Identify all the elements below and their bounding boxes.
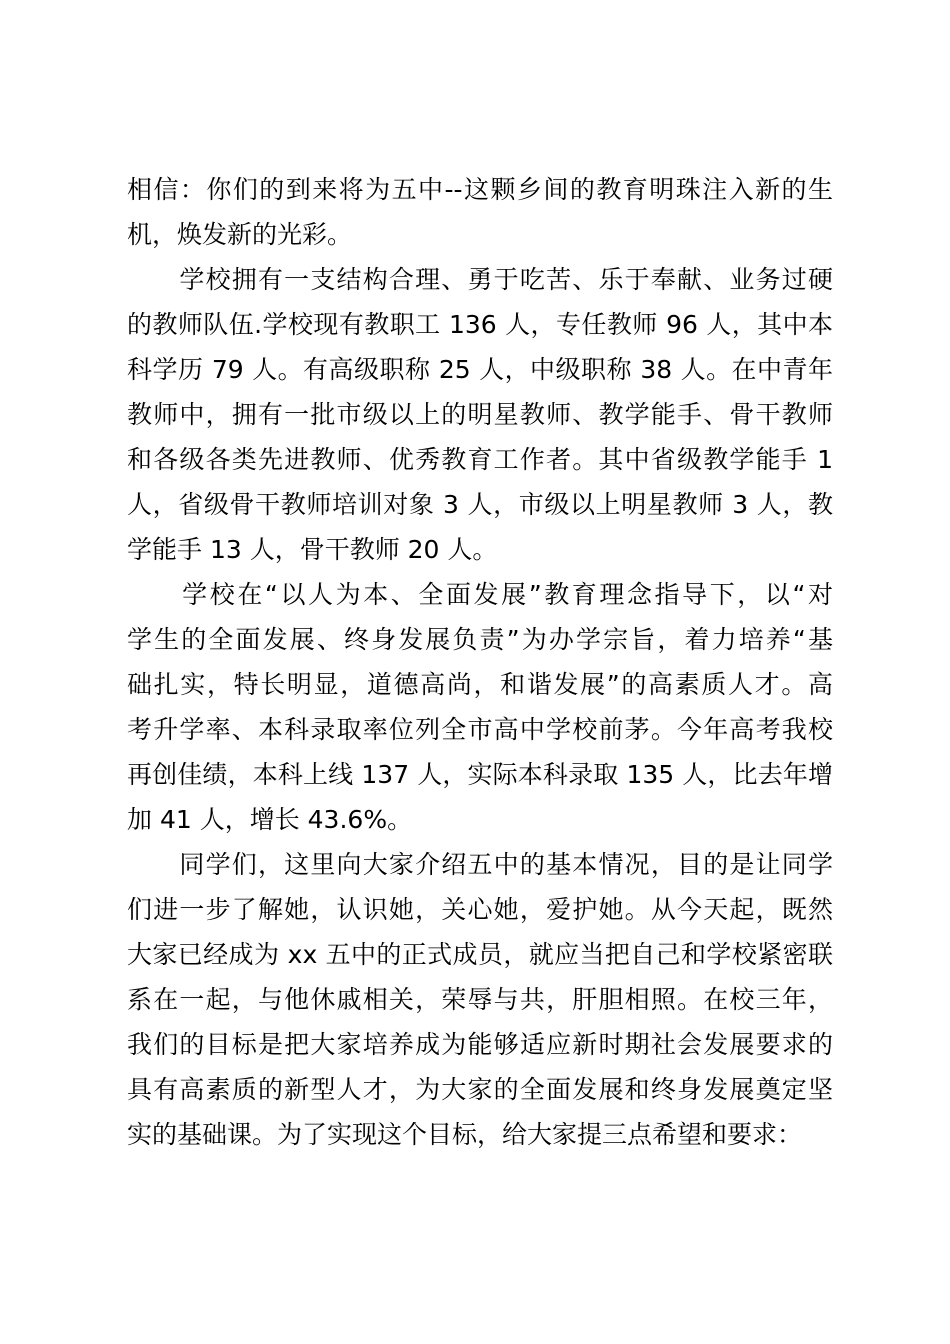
paragraph-2-line-6: 人，省级骨干教师培训对象 3 人，市级以上明星教师 3 人，教 [127, 490, 833, 519]
paragraph-4-line-2: 们进一步了解她，认识她，关心她，爱护她。从今天起，既然 [127, 895, 833, 924]
paragraph-2-line-3: 科学历 79 人。有高级职称 25 人，中级职称 38 人。在中青年 [127, 355, 833, 384]
paragraph-1-line-2: 机，焕发新的光彩。 [127, 220, 353, 249]
paragraph-4-line-6: 具有高素质的新型人才，为大家的全面发展和终身发展奠定坚 [127, 1075, 833, 1104]
paragraph-3-line-4: 考升学率、本科录取率位列全市高中学校前茅。今年高考我校 [127, 715, 833, 744]
paragraph-3-line-1: 学校在“以人为本、全面发展”教育理念指导下，以“对 [127, 580, 833, 609]
paragraph-3-line-5: 再创佳绩，本科上线 137 人，实际本科录取 135 人，比去年增 [127, 760, 833, 789]
paragraph-4-line-5: 我们的目标是把大家培养成为能够适应新时期社会发展要求的 [127, 1030, 833, 1059]
paragraph-4-line-4: 系在一起，与他休戚相关，荣辱与共，肝胆相照。在校三年， [127, 985, 833, 1014]
paragraph-2-line-7: 学能手 13 人，骨干教师 20 人。 [127, 535, 498, 564]
paragraph-2-line-5: 和各级各类先进教师、优秀教育工作者。其中省级教学能手 1 [127, 445, 833, 474]
document-body [127, 167, 833, 1157]
paragraph-1-line-1: 相信：你们的到来将为五中--这颗乡间的教育明珠注入新的生 [127, 175, 833, 204]
paragraph-2-line-4: 教师中，拥有一批市级以上的明星教师、教学能手、骨干教师 [127, 400, 833, 429]
paragraph-4-line-7: 实的基础课。为了实现这个目标，给大家提三点希望和要求： [127, 1120, 803, 1149]
paragraph-2-line-1: 学校拥有一支结构合理、勇于吃苦、乐于奉献、业务过硬 [127, 265, 833, 294]
paragraph-3-line-6: 加 41 人，增长 43.6%。 [127, 805, 413, 834]
paragraph-3-line-3: 础扎实，特长明显，道德高尚，和谐发展”的高素质人才。高 [127, 670, 833, 699]
paragraph-4-line-1: 同学们，这里向大家介绍五中的基本情况，目的是让同学 [127, 850, 833, 879]
paragraph-2-line-2: 的教师队伍.学校现有教职工 136 人，专任教师 96 人，其中本 [127, 310, 833, 339]
paragraph-4-line-3: 大家已经成为 xx 五中的正式成员，就应当把自己和学校紧密联 [127, 940, 833, 969]
paragraph-3-line-2: 学生的全面发展、终身发展负责”为办学宗旨，着力培养“基 [127, 625, 833, 654]
